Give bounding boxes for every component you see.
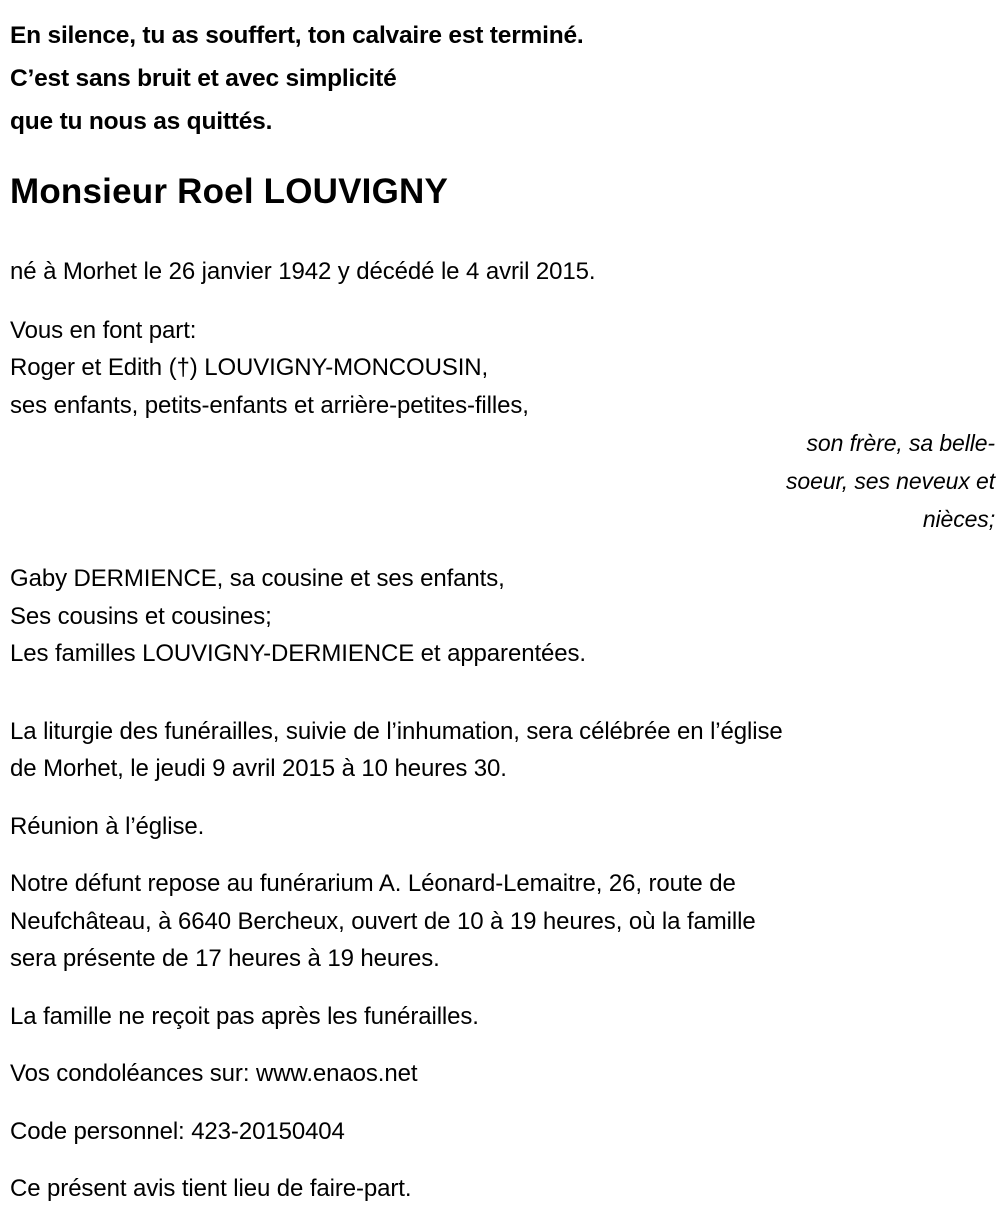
family-secondary-block [10, 560, 990, 673]
condolences-block [10, 1055, 990, 1093]
gathering-text: Réunion à l’église. [10, 812, 205, 840]
opening-verse [10, 14, 990, 143]
family-secondary-line-2: Ses cousins et cousines; [10, 602, 272, 630]
ceremony-block [10, 713, 990, 788]
gathering-block [10, 808, 990, 846]
family-primary-line-2: ses enfants, petits-enfants et arrière-petites-filles, [10, 391, 529, 419]
condolences-text: Vos condoléances sur: www.enaos.net [10, 1060, 418, 1087]
closing-block [10, 1170, 990, 1208]
deceased-name: Monsieur Roel LOUVIGNY [10, 172, 449, 211]
relatives-line-2: soeur, ses neveux et [786, 468, 995, 494]
no-reception-block [10, 998, 990, 1036]
no-reception-text: La famille ne reçoit pas après les funérailles. [10, 1002, 479, 1030]
family-secondary-line-3: Les familles LOUVIGNY-DERMIENCE et apparentées. [10, 640, 586, 667]
funerarium-line-1: Notre défunt repose au funérarium A. Léonard-Lemaitre, 26, route de [10, 870, 736, 897]
personal-code-block [10, 1113, 990, 1151]
verse-line-1: En silence, tu as souffert, ton calvaire est terminé. [10, 22, 584, 49]
ceremony-line-1: La liturgie des funérailles, suivie de l’inhumation, sera célébrée en l’église [10, 717, 783, 745]
verse-line-3: que tu nous as quittés. [10, 108, 273, 135]
relatives-line-3: nièces; [922, 506, 995, 532]
family-primary-line-1: Roger et Edith (†) LOUVIGNY-MONCOUSIN, [10, 354, 489, 381]
birth-death-line [10, 253, 990, 291]
funerarium-line-2: Neufchâteau, à 6640 Bercheux, ouvert de 10 à 19 heures, où la famille [10, 907, 756, 935]
ceremony-line-2: de Morhet, le jeudi 9 avril 2015 à 10 heures 30. [10, 755, 507, 782]
announcement-intro: Vous en font part: [10, 316, 197, 344]
relatives-aside [675, 424, 995, 538]
birth-death-text: né à Morhet le 26 janvier 1942 y décédé le 4 avril 2015. [10, 258, 596, 285]
funerarium-line-3: sera présente de 17 heures à 19 heures. [10, 945, 440, 972]
verse-line-2: C’est sans bruit et avec simplicité [10, 65, 397, 92]
relatives-line-1: son frère, sa belle- [806, 430, 995, 456]
closing-text: Ce présent avis tient lieu de faire-part. [10, 1175, 412, 1202]
funerarium-block [10, 865, 990, 978]
family-secondary-line-1: Gaby DERMIENCE, sa cousine et ses enfants, [10, 565, 505, 592]
personal-code-text: Code personnel: 423-20150404 [10, 1117, 345, 1145]
announcement-block [10, 312, 990, 425]
